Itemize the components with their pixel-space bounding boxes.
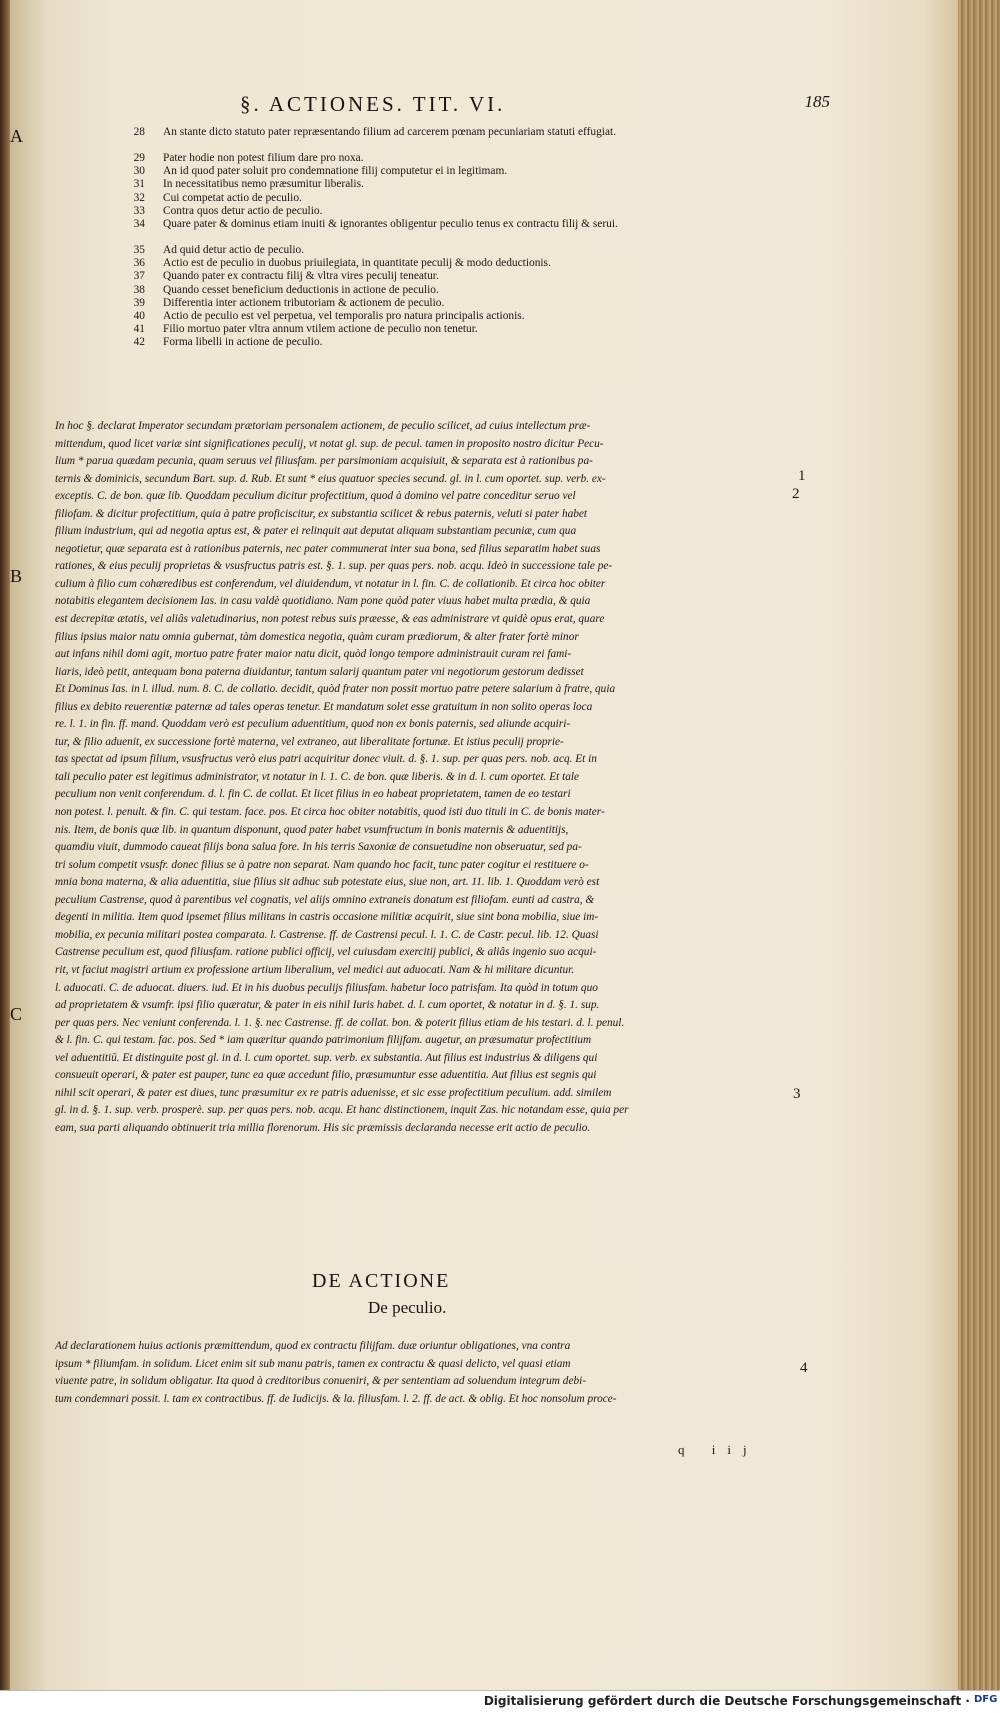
margin-number-2: 2 bbox=[792, 486, 800, 502]
text-line: ad proprietatem & vsumfr. ipsi filio quæratur, & pater in eis nihil Iuris habet. d. l. cum oportet, & notatur in d. §. 1. sup. bbox=[55, 999, 600, 1012]
text-line: mnia bona materna, & alia aduentitia, siue filius sit adhuc sub potestate eius, siue non, art. 11. lib. 1. Quoddam verò est bbox=[55, 876, 600, 889]
summary-item: 40 Actio de peculio est vel perpetua, vel temporalis pro natura principalis actionis. bbox=[133, 309, 525, 322]
summary-item: 31 In necessitatibus nemo præsumitur liberalis. bbox=[133, 178, 364, 191]
text-line: degenti in militia. Item quod ipsemet filius militans in castris occasione militiæ acquirit, siue sint bona mobilia, siue im- bbox=[55, 911, 599, 924]
text-line: re. l. 1. in fin. ff. mand. Quoddam verò est peculium aduentitium, quod non ex bonis paternis, sed aliunde acquiri- bbox=[55, 718, 571, 731]
text-line: tri solum competit vsusfr. donec filius se à patre non separat. Nam quando hoc facit, tunc pater cogitur ei restituere o- bbox=[55, 858, 589, 871]
margin-letter-c: C bbox=[10, 1004, 23, 1024]
footer-credit: Digitalisierung gefördert durch die Deutsche Forschungsgemeinschaft · bbox=[483, 1694, 970, 1708]
text-line: l. aduocati. C. de aduocat. diuers. iud. Et in his duobus peculijs filiusfam. habetur loco patrisfam. Ita quòd in totum quo bbox=[55, 981, 598, 994]
text-line: filiofam. & dicitur profectitium, quia à patre proficiscitur, ex substantia scilicet & rebus paternis, veluti si pater habet bbox=[55, 507, 588, 520]
text-line: rit, vt faciut magistri artium ex professione artium liberalium, vel medici aut aduocati. Nam & hi militare dicuntur. bbox=[55, 963, 575, 976]
text-line: nis. Item, de bonis quæ lib. in quantum disponunt, quod pater habet vsumfructum in bonis maternis & aduentitijs, bbox=[55, 823, 569, 836]
summary-item: 42 Forma libelli in actione de peculio. bbox=[133, 336, 323, 349]
text-line: liaris, ideò petit, antequam bona paterna diuidantur, tantum salarij quantum pater vni negotiorum gestorum dedisset bbox=[55, 665, 584, 678]
running-head: §. ACTIONES. TIT. VI. bbox=[240, 92, 506, 116]
text-line: consueuit operari, & pater est pauper, tunc ea quæ accedunt filio, præsumuntur esse aduentitia. Aut filius est segnis qui bbox=[55, 1069, 597, 1082]
summary-item: 39 Differentia inter actionem tributoriam & actionem de peculio. bbox=[133, 296, 445, 309]
signature-mark: q iij bbox=[678, 1442, 759, 1457]
summary-item: 41 Filio mortuo pater vltra annum vtilem actione de peculio non tenetur. bbox=[133, 323, 478, 336]
page-header bbox=[0, 92, 1000, 122]
text-line: Ad declarationem huius actionis præmittendum, quod ex contractu filijfam. duæ oriuntur obligationes, vna contra bbox=[55, 1340, 571, 1352]
text-line: quamdiu viuit, dummodo caueat filijs bona salua fore. In his terris Saxoniæ de consuetudine non obseruatur, sed pa- bbox=[55, 841, 582, 854]
text-line: est decrepitæ ætatis, vel aliâs valetudinarius, non potest rebus suis præesse, & eas administrare vt quidè opus erat, quare bbox=[55, 613, 605, 626]
margin-letter-a: A bbox=[10, 126, 23, 146]
text-line: tum condemnari possit. l. tam ex contractibus. ff. de Iudicijs. & la. filiusfam. l. 2. ff. de act. & oblig. Et hoc nonsolum proce- bbox=[55, 1392, 617, 1405]
text-line: filius ex debito reuerentiæ paternæ ad tales operas tenetur. Et mandatum solet esse gratuitum in non solito operas loca bbox=[55, 700, 593, 713]
text-line: filius ipsius maior natu omnia gubernat, tàm domestica negotia, quàm curam prædiorum, & alter frater fortè minor bbox=[55, 630, 579, 643]
text-line: gl. in d. §. 1. sup. verb. prosperè. sup. per quas pers. nob. acqu. Et hanc distinctionem, inquit Zas. hic notandam esse, quia per bbox=[55, 1104, 629, 1117]
text-line: tur, & filio aduenit, ex successione fortè materna, vel extraneo, aut liberalitate fortunæ. Et istius peculij proprie- bbox=[55, 735, 564, 748]
text-line: lium * parua quædam pecunia, quam seruus vel filiusfam. per parsimoniam acquisiuit, & separata est à rationibus pa- bbox=[55, 455, 593, 468]
text-line: In hoc §. declarat Imperator secundam prætoriam personalem actionem, de peculio scilicet, ad cuius intellectum præ- bbox=[55, 420, 591, 432]
summary-item: 33 Contra quos detur actio de peculio. bbox=[133, 204, 323, 217]
text-line: & l. fin. C. qui testam. fac. pos. Sed * iam quæritur quando patrimonium filijfam. augetur, an præsumatur profectitium bbox=[55, 1034, 592, 1047]
text-line: mittendum, quod licet variæ sint significationes peculij, vt notat gl. sup. de pecul. tamen in proposito nostro dicitur Pecu- bbox=[55, 437, 604, 450]
summary-item: 30 An id quod pater soluit pro condemnatione filij computetur ei in legitimam. bbox=[133, 165, 508, 178]
text-line: tali peculio pater est legitimus administrator, vt notatur in l. 1. C. de bon. quæ liberis. & in d. l. cum oportet. Et tale bbox=[55, 770, 580, 783]
summary-item: 29 Pater hodie non potest filium dare pro noxa. bbox=[133, 152, 364, 164]
text-line: peculium Castrense, quod à parentibus vel cognatis, vel alijs omnino extraneis donatum est filiofam. eunti ad castra, & bbox=[55, 893, 595, 906]
summary-item: 37 Quando pater ex contractu filij & vltra vires peculij teneatur. bbox=[133, 270, 439, 283]
text-line: aut infans nihil domi agit, mortuo patre frater maior natu dicit, quòd longo tempore administrauit curam rei fami- bbox=[55, 648, 572, 661]
text-line: per quas pers. Nec veniunt conferenda. l. 1. §. nec Castrense. ff. de collat. bon. & poterit filius etiam de his testari. d. l. penul. bbox=[55, 1016, 625, 1029]
text-line: tas spectat ad ipsum filium, vsusfructus verò eius patri acquiritur donec viuit. d. §. 1. sup. per quas pers. nob. acq. Et in bbox=[55, 753, 597, 766]
section-subheading: De peculio. bbox=[368, 1298, 447, 1317]
margin-number-1: 1 bbox=[798, 468, 806, 484]
summary-item: 32 Cui competat actio de peculio. bbox=[133, 191, 302, 204]
margin-number-3: 3 bbox=[793, 1086, 801, 1102]
text-line: nihil scit operari, & pater est diues, tunc præsumitur ex re patris aduenisse, et sic esse profectitium peculium. add. similem bbox=[55, 1086, 612, 1099]
text-line: peculium non venit conferendum. d. l. fin C. de collat. Et licet filius in eo habeat proprietatem, tamen de eo testari bbox=[55, 788, 571, 801]
body-paragraph-1 bbox=[55, 418, 785, 1137]
text-line: culium à filio cum cohæredibus est conferendum, vel diuidendum, vt notatur in l. fin. C. de collationib. Et circa hoc obiter bbox=[55, 577, 606, 590]
text-line: ternis & dominicis, secundum Bart. sup. d. Rub. Et sunt * eius quatuor species secund. gl. in l. cum oportet. sup. verb. ex- bbox=[55, 472, 606, 485]
dfg-logo: DFG bbox=[974, 1694, 998, 1705]
summary-item: 35 Ad quid detur actio de peculio. bbox=[133, 243, 305, 256]
text-line: mobilia, ex pecunia militari postea comparata. l. Castrense. ff. de Castrensi pecul. l. 1. C. de Castr. pecul. lib. 12. Quasi bbox=[55, 928, 599, 941]
text-line: viuente patre, in solidum obligatur. Ita quod à creditoribus conueniri, & per sententiam ad soluendum integrum debi- bbox=[55, 1375, 587, 1388]
text-line: filium industrium, qui ad negotia aptus est, & pater ei relinquit aut deputat aliquam substantiam pecuniæ, cum qua bbox=[55, 525, 577, 538]
text-line: non potest. l. penult. & fin. C. qui testam. face. pos. Et circa hoc obiter notabitis, quod isti duo tituli in C. de bonis mater- bbox=[55, 806, 605, 819]
footer-bar bbox=[0, 1690, 1000, 1713]
text-line: negotietur, quæ separata est à rationibus paternis, nec pater communerat inter sua bona, sed filius separatim habet suas bbox=[55, 542, 601, 555]
text-line: rationes, & eius peculij proprietas & vsusfructus patris est. §. 1. sup. per quas pers. nob. acqu. Ideò in successione tale pe- bbox=[55, 560, 613, 573]
text-line: ipsum * filiumfam. in solidum. Licet enim sit sub manu patris, tamen ex contractu & quasi delicto, vel quasi etiam bbox=[55, 1357, 571, 1370]
text-line: exceptis. C. de bon. quæ lib. Quoddam peculium dicitur profectitium, quod à domino vel patre conceditur seruo vel bbox=[55, 490, 576, 503]
text-line: eam, sua parti aliquando obtinuerit tria millia florenorum. His sic præmissis declaranda necesse erit actio de peculio. bbox=[55, 1121, 591, 1134]
text-line: vel aduentitiū. Et distinguite post gl. in d. l. cum oportet. sup. verb. ex substantia. Aut filius est industrius & diligens qui bbox=[55, 1051, 598, 1064]
summary-item: 36 Actio est de peculio in duobus priuilegiata, in quantitate peculij & modo deductionis. bbox=[133, 257, 551, 270]
page-edges bbox=[958, 0, 1000, 1690]
text-line: notabitis elegantem decisionem Ias. in casu valdè quotidiano. Nam pone quòd pater viuus habet multa prædia, & quia bbox=[55, 595, 591, 608]
summary-item: 28 An stante dicto statuto pater repræsentando filium ad carcerem pœnam pecuniariam statuti effugiat. bbox=[133, 126, 617, 138]
summary-item: 38 Quando cesset beneficium deductionis in actione de peculio. bbox=[133, 283, 439, 296]
body-paragraph-2 bbox=[55, 1338, 785, 1408]
margin-number-4: 4 bbox=[800, 1360, 808, 1376]
page-number: 185 bbox=[804, 92, 830, 111]
margin-letter-b: B bbox=[10, 566, 23, 586]
text-line: Et Dominus Ias. in l. illud. num. 8. C. de collatio. decidit, quòd frater non possit mortuo patre petere salarium à fratre, quia bbox=[55, 683, 616, 696]
summary-list bbox=[115, 126, 795, 349]
text-line: Castrense peculium est, quod filiusfam. ratione publici officij, vel cuiusdam exercitij publici, & aliâs ingenio suo acqui- bbox=[55, 946, 597, 959]
summary-item: 34 Quare pater & dominus etiam inuiti & ignorantes obligentur peculio tenus ex contractu filij & serui. bbox=[133, 217, 618, 230]
